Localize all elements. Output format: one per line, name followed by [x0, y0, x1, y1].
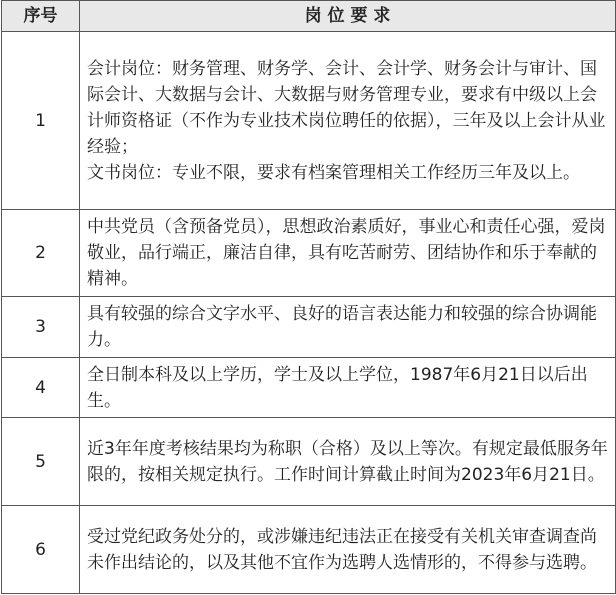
table-header-row	[2, 1, 616, 32]
requirement-line: 中共党员（含预备党员），思想政治素质好，事业心和责任心强，爱岗敬业，品行端正，廉洁自律，具有吃苦耐劳、团结协作和乐于奉献的精神。	[87, 217, 606, 289]
row-requirement	[80, 32, 616, 210]
row-requirement	[80, 418, 616, 506]
requirement-line: 会计岗位：财务管理、财务学、会计、会计学、财务会计与审计、国际会计、大数据与会计、大数据与财务管理专业，要求有中级以上会计师资格证（不作为专业技术岗位聘任的依据），三年及以上会计从业经验；	[87, 58, 606, 157]
requirement-line: 近3年年度考核结果均为称职（合格）及以上等次。有规定最低服务年限的，按相关规定执行。工作时间计算截止时间为2023年6月21日。	[87, 438, 608, 485]
header-serial-number: 序号	[2, 1, 80, 32]
table-row	[2, 506, 616, 594]
table-row	[2, 210, 616, 297]
row-number: 2	[2, 210, 80, 297]
header-requirements: 岗 位 要 求	[80, 1, 616, 32]
requirement-line: 具有较强的综合文字水平、良好的语言表达能力和较强的综合协调能力。	[87, 304, 597, 350]
table-row	[2, 358, 616, 418]
row-number: 1	[2, 32, 80, 210]
table-row	[2, 418, 616, 506]
requirement-line: 文书岗位：专业不限，要求有档案管理相关工作经历三年及以上。	[87, 162, 580, 183]
row-requirement	[80, 297, 616, 358]
requirement-line: 全日制本科及以上学历，学士及以上学位，1987年6月21日以后出生。	[87, 364, 588, 411]
row-requirement	[80, 358, 616, 418]
table-row	[2, 32, 616, 210]
requirement-line: 受过党纪政务处分的，或涉嫌违纪违法正在接受有关机关审查调查尚未作出结论的，以及其他不宜作为选聘人选情形的，不得参与选聘。	[87, 526, 597, 573]
row-number: 4	[2, 358, 80, 418]
requirements-table	[1, 0, 616, 594]
row-requirement	[80, 506, 616, 594]
row-number: 5	[2, 418, 80, 506]
row-requirement	[80, 210, 616, 297]
table-row	[2, 297, 616, 358]
row-number: 3	[2, 297, 80, 358]
row-number: 6	[2, 506, 80, 594]
